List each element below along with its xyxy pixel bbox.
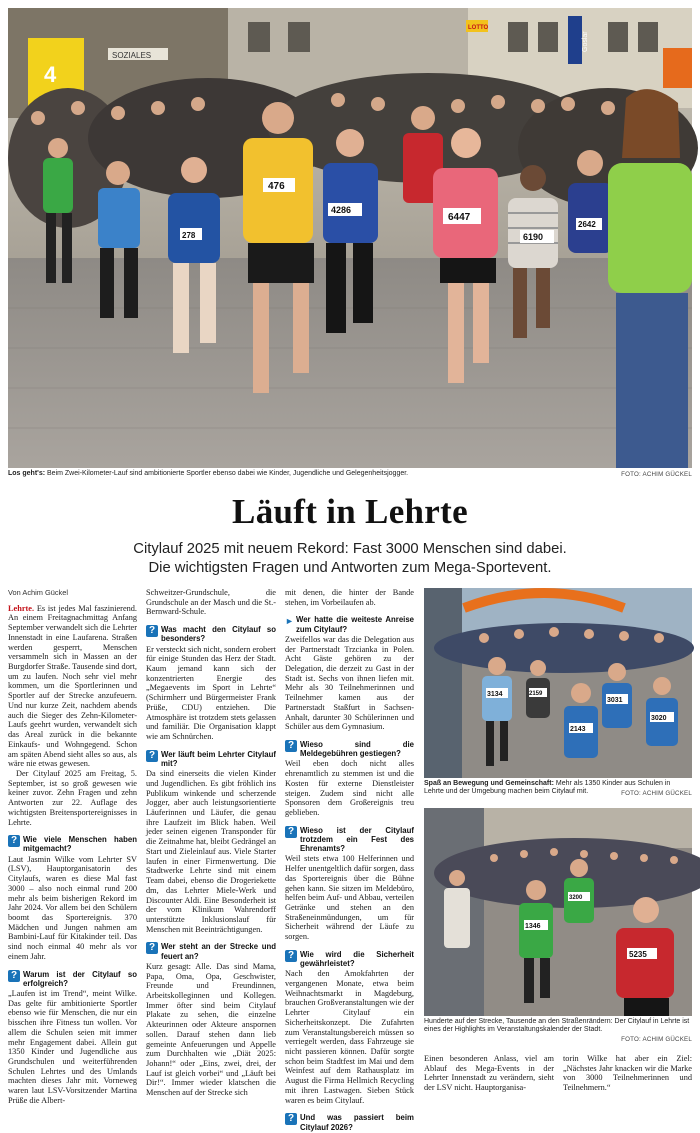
article-column-1: [8, 588, 137, 1106]
intro-text: Es ist jedes Mal faszinierend. An einem Freitagnachmittag Anfang September verwandelt sich die Lehrter Innenstadt in eine Laufarena. Straßen werden gesperrt, Menschen versammeln sich in Massen an der Burgdorfer Straße. Tausende sind dort, um zu laufen. Noch sehr viel mehr kommen, um die Sportlerinnen und Sportler auf der Strecke anzufeuern. Und nur kurze Zeit, nachdem abends auch die Sieger des Zehn-Kilometer-Laufs geehrt wurden, verwandelt sich das Areal zurück in die bekannte Einkaufs- und Wohngegend. Schon am späten Abend sieht alles so aus, als wäre nie etwas gewesen.: [8, 603, 137, 769]
question-mark-icon: ?: [146, 942, 158, 954]
crowd-bib-1346: 1346: [525, 923, 541, 930]
crowd-photo-image: [424, 808, 692, 1016]
kids-bib-3031: 3031: [607, 697, 623, 704]
question-mark-icon: ?: [8, 970, 20, 982]
question-heading: ? Wieso sind die Meldegebühren gestiegen?: [285, 740, 414, 758]
bib-2642: 2642: [578, 220, 596, 229]
article-column-5: [563, 1054, 692, 1093]
question-heading: ? Wieso ist der Citylauf trotzdem ein Fest des Ehrenamts?: [285, 826, 414, 854]
answer: „Laufen ist im Trend“, meint Wilke. Das gelte für ambitionierte Sportler ebenso wie für Menschen, die nur ein bisschen ihre Fitness tun wollen. Vor allem die Schulen seien mit immer mehr Engagement dabei. Allein gut 1350 Kinder und Jugendliche aus Grundschulen und weiterführenden Schulen Lehrtes und des Umlands machten dieses Jahr mit. Vorneweg waren laut LSV-Vorsitzender Martina Prüße die Albert-: [8, 988, 137, 1105]
question-mark-icon: ?: [285, 740, 297, 752]
byline: Von Achim Gückel: [8, 588, 68, 597]
top-photo-caption: [8, 470, 568, 478]
answer: Zweifellos war das die Delegation aus der Partnerstadt Trzcianka in Polen. Acht Gäste gehören zu der Delegation, die derzeit zu Gast in der Stadt ist. Sechs von ihnen liefen mit. Mehr als 30 Teilnehmerinnen und Teilnehmer kamen aus der Partnerstadt Staßfurt in Sachsen-Anhalt, darunter 30 Schülerinnen und Schüler aus dem Gymnasium.: [285, 634, 414, 732]
top-photo-image: [8, 8, 692, 468]
sign-goslar: Goslar: [582, 31, 589, 52]
crowd-caption-text: Hunderte auf der Strecke, Tausende an den Straßenrändern: Der Citylauf in Lehrte ist eines der Highlights im Veranstaltungskalender der Stadt.: [424, 1018, 690, 1034]
kids-bib-3134: 3134: [487, 691, 503, 698]
bib-6190: 6190: [523, 232, 544, 242]
answer: Er versteckt sich nicht, sondern erobert für einige Stunden das Herz der Stadt. Kaum jemand kann sich der konzentrierten Energie des „Megaevents im Sport in Lehrte“ (Schirmherr und Bürgermeister Frank Prüße, CDU) entziehen. Die Atmosphäre ist trotzdem stets gelassen und familiär. Die Organisation klappt wie am Schnürchen.: [146, 644, 276, 742]
question-heading: ? Wie viele Menschen haben mitgemacht?: [8, 835, 137, 853]
crowd-photo: [424, 808, 692, 1016]
question-mark-icon: ?: [146, 625, 158, 637]
paragraph: Der Citylauf 2025 am Freitag, 5. September, ist so groß gewesen wie keiner zuvor. Zehn Fragen und zehn Antworten zur 22. Auflage des wichtigsten Breitensportereignisses in Lehrte.: [8, 768, 137, 827]
article-column-3: [285, 588, 414, 1133]
crowd-photo-credit: FOTO: ACHIM GÜCKEL: [621, 1036, 692, 1043]
question-mark-icon: ?: [285, 950, 297, 962]
top-caption-text: Beim Zwei-Kilometer-Lauf sind ambitionierte Sportler ebenso dabei wie Kinder, Jugendliche und Gelegenheitsjogger.: [47, 470, 409, 477]
sign-lotto: LOTTO: [468, 25, 489, 31]
question-mark-icon: ?: [285, 826, 297, 838]
question-heading: ? Was macht den Citylauf so besonders?: [146, 625, 276, 643]
bib-6447: 6447: [448, 212, 471, 223]
kids-photo-image: [424, 588, 692, 778]
bib-4286: 4286: [331, 205, 352, 215]
paragraph: Schweitzer-Grundschule, die Grundschule an der Masch und die St.-Bernward-Schule.: [146, 588, 276, 617]
kids-caption-text: Mehr als 1350 Kinder aus Schulen in Lehrte und der Umgebung machen beim Citylauf mit.: [424, 780, 671, 796]
question-mark-icon: ?: [8, 835, 20, 847]
subhead-line-1: Citylauf 2025 mit neuem Rekord: Fast 3000 Menschen sind dabei.: [133, 541, 567, 557]
question-heading: ► Wer hatte die weiteste Anreise zum Citylauf?: [285, 615, 414, 634]
sign-soziales: SOZIALES: [112, 51, 152, 60]
kids-photo: [424, 588, 692, 778]
answer: Kurz gesagt: Alle. Das sind Mama, Papa, Oma, Opa, Geschwister, Freunde und Freundinnen, Arbeitskolleginnen und Kollegen. Immer öfter sind beim Citylauf Plakate zu sehen, die einzelne Akteurinnen oder Akteure anspornen sollen. Darauf stehen dann lieb gemeinte Anfeuerungen und Appelle zum Durchhalten wie „Diät 2025: Johann!“ oder „Eins, zwei, drei, der Lauf ist gleich vorbei“ und „Läuft bei Dir!“. Immer wieder klatschen die Menschen auf der Strecke sich: [146, 961, 276, 1098]
top-caption-lead: Los geht's:: [8, 470, 46, 477]
question-heading: ? Wie wird die Sicherheit gewährleistet?: [285, 950, 414, 968]
question-heading: ? Und was passiert beim Citylauf 2026?: [285, 1113, 414, 1131]
answer: Nach den Amokfahrten der vergangenen Monate, etwa beim Weihnachtsmarkt in Magdeburg, brauchen Großveranstaltungen wie der Lehrter Citylauf ein Sicherheitskonzept. Die Zufahrten zum Veranstaltungsbereich müssen so verriegelt werden, dass Fahrzeuge sie nicht passieren können. Dafür sorgte schon beim Stadtfest im Mai und dem Weinfest auf dem Rathausplatz im August die Firma Hellmich Recycling mit ihren Lastwagen. Sieben Stück waren es beim Citylauf.: [285, 969, 414, 1105]
answer: Weil eben doch nicht alles ehrenamtlich zu stemmen ist und die Kosten für externe Dienstleister steigen. Zudem sind nicht alle Sponsoren dem Großereignis treu geblieben.: [285, 759, 414, 818]
question-heading: ? Warum ist der Citylauf so erfolgreich?: [8, 970, 137, 988]
answer: Da sind einerseits die vielen Kinder und Jugendlichen. Es gibt fröhlich ins Publikum winkende und scherzende Jogger, aber auch leistungsorientierte Läuferinnen und Läufer, die genau ihre Laufzeit im Blick haben. Weil jeder seinen eigenen Transponder für die Zeitnahme hat, bleibt Gedrängel an Start und Zieleinlauf aus. Viele Starter laufen in einer Firmenwertung. Die Stadtwerke Lehrte sind mit einem Team dabei, ebenso die Drogeriekette dm, das Lehrter Miele-Werk und Discounter Aldi. Eine Besonderheit ist der vom Klinikum Wahrendorff unterstützte Inklusionslauf für Menschen mit Beeinträchtigungen.: [146, 769, 276, 934]
dateline: Lehrte.: [8, 603, 35, 613]
paragraph: mit denen, die hinter der Bande stehen, im Vorbeilaufen ab.: [285, 588, 414, 607]
article-column-2: [146, 588, 276, 1098]
top-photo: [8, 8, 692, 468]
crowd-bib-3200: 3200: [569, 895, 583, 901]
kids-bib-2159: 2159: [529, 691, 543, 697]
crowd-photo-caption: [424, 1018, 692, 1035]
kids-bib-3020: 3020: [651, 715, 667, 722]
kids-caption-lead: Spaß an Bewegung und Gemeinschaft:: [424, 780, 554, 787]
arrow-right-icon: ►: [285, 616, 294, 627]
question-mark-icon: ?: [285, 1113, 297, 1125]
kids-bib-2143: 2143: [570, 726, 586, 733]
bib-278: 278: [182, 231, 196, 240]
question-heading: ? Wer steht an der Strecke und feuert an?: [146, 942, 276, 960]
question-heading: ? Wer läuft beim Lehrter Citylauf mit?: [146, 750, 276, 768]
answer: Weil stets etwa 100 Helferinnen und Helfer unentgeltlich dafür sorgen, dass das Sportereignis über die Bühne gehen kann. Sie sitzen im Meldebüro, helfen beim Auf- und Abbau, verteilen Getränke und stehen an den Straßeneinmündungen, um für Sicherheit während der Läufe zu sorgen.: [285, 854, 414, 942]
answer: Laut Jasmin Wilke vom Lehrter SV (LSV), Hauptorganisatorin des Citylaufs, waren es diese Mal fast 3000 – also noch einmal rund 200 mehr als beim bisherigen Rekord im Jahr 2024. Vor allem bei den Schülern boomt das Sportereignis. 370 Mädchen und Jungen nahmen am Bambini-Lauf für Kitakinder teil. Das sind noch einmal 40 mehr als vor einem Jahr.: [8, 854, 137, 961]
sign-four: 4: [44, 62, 57, 87]
crowd-bib-5235: 5235: [629, 950, 647, 959]
question-mark-icon: ?: [146, 750, 158, 762]
article-column-4: [424, 1054, 554, 1093]
top-photo-credit: FOTO: ACHIM GÜCKEL: [621, 471, 692, 478]
bib-476: 476: [268, 181, 285, 192]
kids-photo-credit: FOTO: ACHIM GÜCKEL: [621, 790, 692, 797]
subhead: [0, 540, 700, 578]
paragraph: Einen besonderen Anlass, viel am Ablauf des Mega-Events in der Lehrter Innenstadt zu verändern, sieht der LSV nicht. Hauptorganisa-: [424, 1054, 554, 1093]
subhead-line-2: Die wichtigsten Fragen und Antworten zum Mega-Sportevent.: [148, 560, 552, 576]
headline: Läuft in Lehrte: [232, 492, 468, 531]
paragraph: torin Wilke hat aber ein Ziel: „Nächstes Jahr knacken wir die Marke von 3000 Teilnehmerinnen und Teilnehmern.“: [563, 1054, 692, 1093]
